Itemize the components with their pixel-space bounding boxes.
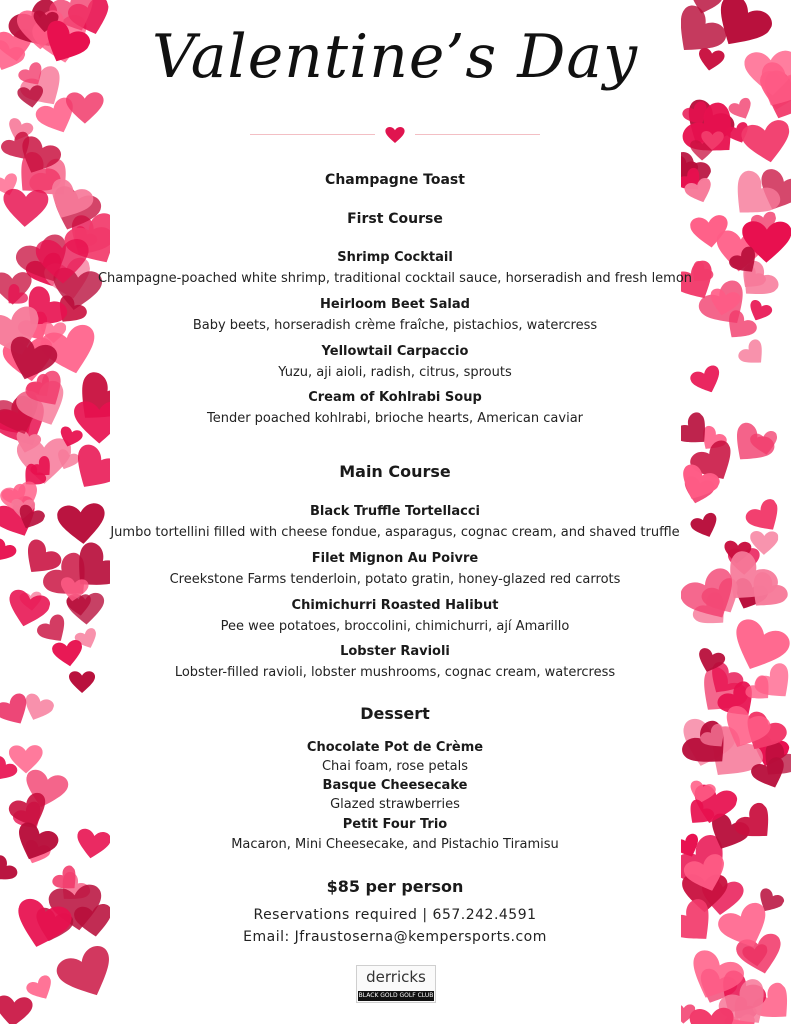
heart-icon bbox=[701, 131, 724, 151]
menu-item-name: Yellowtail Carpaccio bbox=[321, 344, 469, 359]
heart-icon bbox=[689, 1007, 735, 1024]
heart-icon bbox=[0, 994, 33, 1024]
heart-icon bbox=[749, 429, 780, 457]
menu-item-description: Lobster-filled ravioli, lobster mushrooms, cognac cream, watercress bbox=[174, 665, 616, 680]
heart-icon bbox=[696, 47, 725, 73]
heart-icon bbox=[750, 531, 779, 556]
menu-item-name: Heirloom Beet Salad bbox=[320, 297, 470, 312]
email-line: Email: Jfraustoserna@kempersports.com bbox=[243, 929, 547, 945]
heart-icon bbox=[689, 214, 730, 250]
logo-wordmark: derricks bbox=[366, 968, 426, 986]
heart-icon bbox=[41, 322, 67, 344]
right-heart-border bbox=[681, 0, 791, 1024]
logo-tagline: BLACK GOLD GOLF CLUB bbox=[358, 992, 434, 999]
menu-item-name: Black Truffle Tortellacci bbox=[309, 504, 481, 519]
menu-item-description: Pee wee potatoes, broccolini, chimichurri, ají Amarillo bbox=[220, 619, 570, 634]
menu-item-description: Yuzu, aji aioli, radish, citrus, sprouts bbox=[278, 365, 512, 380]
menu-item-name: Lobster Ravioli bbox=[340, 644, 450, 659]
section-main-course: Main Course bbox=[339, 462, 451, 481]
price: $85 per person bbox=[326, 877, 464, 896]
menu-item-description: Chai foam, rose petals bbox=[321, 759, 469, 774]
menu-item-name: Filet Mignon Au Poivre bbox=[311, 551, 479, 566]
menu-item-name: Chocolate Pot de Crème bbox=[306, 740, 484, 755]
page-title: Valentine’s Day bbox=[151, 22, 639, 92]
heart-icon bbox=[0, 852, 20, 888]
menu-item-description: Tender poached kohlrabi, brioche hearts, American caviar bbox=[206, 411, 584, 426]
left-heart-border bbox=[0, 0, 110, 1024]
menu-item-description: Jumbo tortellini filled with cheese fondue, asparagus, cognac cream, and shaved truffle bbox=[110, 525, 680, 540]
title-divider bbox=[250, 128, 540, 140]
section-first-course: First Course bbox=[347, 211, 443, 227]
reservations-line: Reservations required | 657.242.4591 bbox=[253, 907, 537, 923]
menu-item-name: Basque Cheesecake bbox=[322, 778, 468, 793]
menu-item-description: Glazed strawberries bbox=[330, 797, 460, 812]
menu-item-description: Creekstone Farms tenderloin, potato gratin, honey-glazed red carrots bbox=[169, 572, 621, 587]
menu-item-name: Petit Four Trio bbox=[342, 817, 448, 832]
heart-icon bbox=[66, 92, 104, 124]
menu-item-name: Shrimp Cocktail bbox=[337, 250, 453, 265]
section-champagne-toast: Champagne Toast bbox=[325, 172, 465, 188]
menu-item-description: Baby beets, horseradish crème fraîche, pistachios, watercress bbox=[192, 318, 598, 333]
menu-item-name: Cream of Kohlrabi Soup bbox=[308, 390, 482, 405]
heart-icon bbox=[16, 85, 45, 110]
heart-icon bbox=[681, 1003, 696, 1023]
heart-icon bbox=[383, 127, 407, 143]
section-dessert: Dessert bbox=[360, 704, 430, 723]
club-logo bbox=[356, 965, 436, 1003]
menu-item-description: Champagne-poached white shrimp, traditional cocktail sauce, horseradish and fresh lemon bbox=[97, 271, 693, 286]
heart-icon bbox=[740, 118, 791, 167]
menu-item-description: Macaron, Mini Cheesecake, and Pistachio Tiramisu bbox=[231, 837, 559, 852]
menu-item-name: Chimichurri Roasted Halibut bbox=[291, 598, 499, 613]
